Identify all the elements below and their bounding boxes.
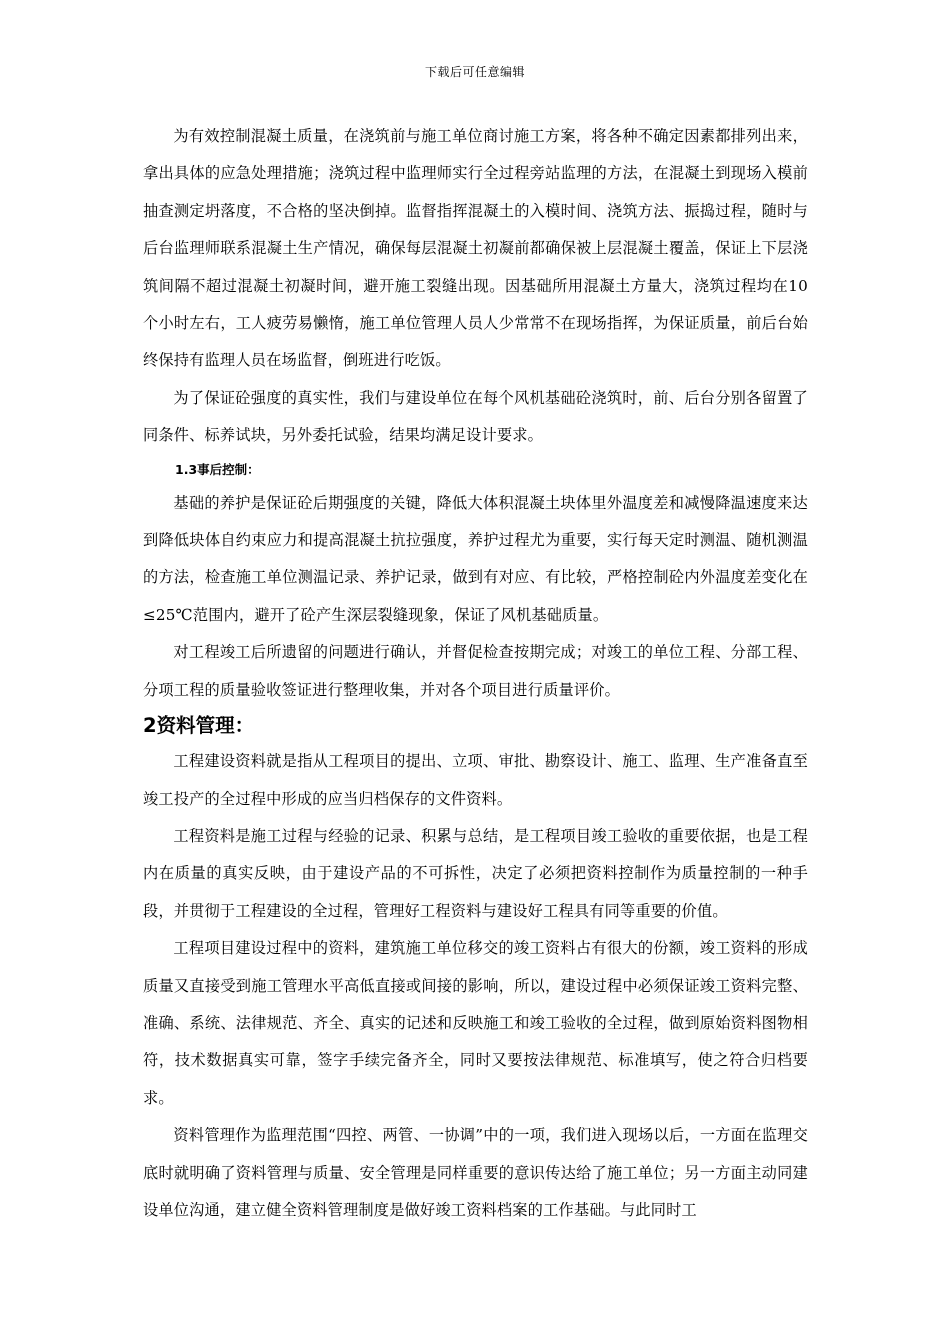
paragraph-test-blocks: 为了保证砼强度的真实性，我们与建设单位在每个风机基础砼浇筑时，前、后台分别各留置了同条件、标养试块，另外委托试验，结果均满足设计要求。 xyxy=(143,388,808,445)
section-heading-document-management: 2资料管理： xyxy=(143,714,255,738)
paragraph-records-management-scope: 资料管理作为监理范围“四控、两管、一协调”中的一项，我们进入现场以后，一方面在监理交底时就明确了资料管理与质量、安全管理是同样重要的意识传达给了施工单位；另一方面主动同建设单位沟通，建立健全资料管理制度是做好竣工资料档案的工作基础。与此同时工 xyxy=(143,1126,808,1219)
paragraph-completion-records: 工程项目建设过程中的资料，建筑施工单位移交的竣工资料占有很大的份额，竣工资料的形成质量又直接受到施工管理水平高低直接或间接的影响，所以，建设过程中必须保证竣工资料完整、准确、系统、法律规范、齐全、真实的记述和反映施工和竣工验收的全过程，做到原始资料图物相符，技术数据真实可靠，签字手续完备齐全，同时又要按法律规范、标准填写，使之符合归档要求。 xyxy=(143,939,808,1107)
document-body xyxy=(143,118,808,1229)
paragraph-completion-issues: 对工程竣工后所遗留的问题进行确认，并督促检查按期完成；对竣工的单位工程、分部工程、分项工程的质量验收签证进行整理收集，并对各个项目进行质量评价。 xyxy=(143,643,808,699)
paragraph-curing: 基础的养护是保证砼后期强度的关键，降低大体积混凝土块体里外温度差和减慢降温速度来达到降低块体自约束应力和提高混凝土抗拉强度，养护过程尤为重要，实行每天定时测温、随机测温的方法，检查施工单位测温记录、养护记录，做到有对应、有比较，严格控制砼内外温度差变化在≤25℃范围内，避开了砼产生深层裂缝现象，保证了风机基础质量。 xyxy=(143,493,808,624)
section-heading-post-control: 1.3事后控制： xyxy=(175,461,260,477)
paragraph-records-importance: 工程资料是施工过程与经验的记录、积累与总结，是工程项目竣工验收的重要依据，也是工程内在质量的真实反映，由于建设产品的不可拆性，决定了必须把资料控制作为质量控制的一种手段，并贯彻于工程建设的全过程，管理好工程资料与建设好工程具有同等重要的价值。 xyxy=(143,826,808,920)
paragraph-construction-records-definition: 工程建设资料就是指从工程项目的提出、立项、审批、勘察设计、施工、监理、生产准备直至竣工投产的全过程中形成的应当归档保存的文件资料。 xyxy=(143,752,808,808)
paragraph-concrete-pouring-control: 为有效控制混凝土质量，在浇筑前与施工单位商讨施工方案，将各种不确定因素都排列出来，拿出具体的应急处理措施；浇筑过程中监理师实行全过程旁站监理的方法，在混凝土到现场入模前抽查测定坍落度，不合格的坚决倒掉。监督指挥混凝土的入模时间、浇筑方法、振捣过程，随时与后台监理师联系混凝土生产情况，确保每层混凝土初凝前都确保被上层混凝土覆盖，保证上下层浇筑间隔不超过混凝土初凝时间，避开施工裂缝出现。因基础所用混凝土方量大，浇筑过程均在10个小时左右，工人疲劳易懒惰，施工单位管理人员人少常常不在现场指挥，为保证质量，前后台始终保持有监理人员在场监督，倒班进行吃饭。 xyxy=(143,127,808,370)
page-header-note: 下载后可任意编辑 xyxy=(424,65,525,79)
